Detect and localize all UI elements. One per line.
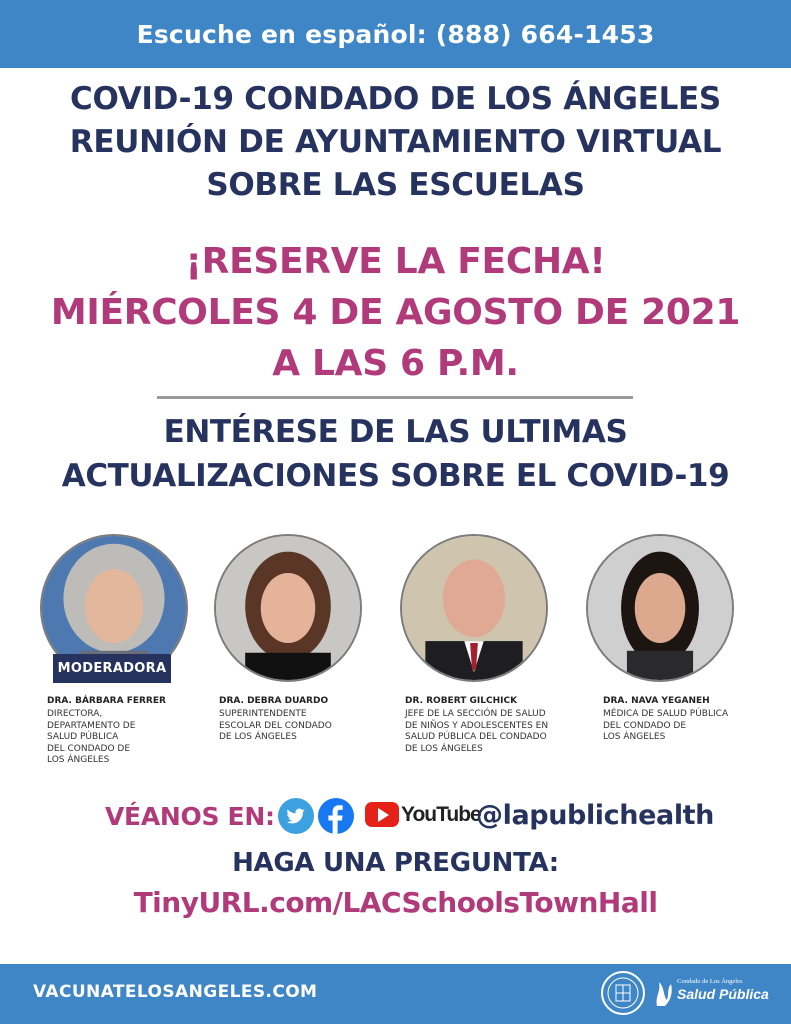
speaker-info-yeganeh xyxy=(603,696,773,744)
speaker-role-line: DE LOS ÁNGELES xyxy=(219,732,297,742)
speaker-role-line: LOS ÁNGELES xyxy=(47,755,110,765)
speaker-role-line: SUPERINTENDENTE xyxy=(219,709,307,719)
speaker-role-line: DE NIÑOS Y ADOLESCENTES EN xyxy=(405,720,549,731)
ask-question-label: HAGA UNA PREGUNTA: xyxy=(232,848,559,878)
speaker-role-line: DIRECTORA, xyxy=(47,709,103,719)
speaker-photo-duardo xyxy=(214,534,362,682)
logo-department-text: Salud Pública xyxy=(677,986,769,1002)
portrait-icon xyxy=(588,536,732,680)
question-url-link[interactable]: TinyURL.com/LACSchoolsTownHall xyxy=(133,886,658,919)
speaker-info-duardo xyxy=(219,696,389,744)
vaccine-website-link[interactable]: VACUNATELOSANGELES.COM xyxy=(33,982,318,1002)
title-line: SOBRE LAS ESCUELAS xyxy=(206,167,585,203)
speaker-name: DRA. BÁRBARA FERRER xyxy=(47,696,166,706)
public-health-logo xyxy=(653,976,773,1012)
youtube-icon xyxy=(365,802,399,827)
updates-line: ACTUALIZACIONES SOBRE EL COVID-19 xyxy=(61,458,730,494)
updates-heading xyxy=(0,410,791,498)
twitter-icon[interactable] xyxy=(278,798,314,834)
section-divider xyxy=(157,396,633,399)
bottom-banner xyxy=(0,964,791,1024)
speaker-role-line: DE LOS ÁNGELES xyxy=(405,743,483,754)
watch-us-label: VÉANOS EN: xyxy=(105,802,275,831)
top-phone-banner xyxy=(0,0,791,68)
moderator-badge: MODERADORA xyxy=(53,654,171,683)
facebook-icon[interactable] xyxy=(318,798,354,834)
speaker-role-line: DEL CONDADO DE xyxy=(47,743,131,754)
title-line: COVID-19 CONDADO DE LOS ÁNGELES xyxy=(70,81,721,117)
speaker-name: DRA. NAVA YEGANEH xyxy=(603,696,710,706)
speaker-role-line: DEL CONDADO DE xyxy=(603,720,687,731)
speaker-name: DR. ROBERT GILCHICK xyxy=(405,696,518,706)
speaker-photo-gilchick xyxy=(400,534,548,682)
speaker-role-line: LOS ÁNGELES xyxy=(603,732,666,742)
speaker-role-line: DEPARTAMENTO DE xyxy=(47,720,136,731)
youtube-wordmark: YouTube xyxy=(401,802,481,826)
speaker-name: DRA. DEBRA DUARDO xyxy=(219,696,329,706)
social-row xyxy=(0,796,791,840)
portrait-icon xyxy=(216,536,360,680)
phone-banner-text: Escuche en español: (888) 664-1453 xyxy=(136,19,655,49)
portrait-icon xyxy=(402,536,546,680)
speaker-role-line: SALUD PÚBLICA xyxy=(47,732,119,742)
speaker-role-line: MÉDICA DE SALUD PÚBLICA xyxy=(603,709,729,719)
updates-line: ENTÉRESE DE LAS ULTIMAS xyxy=(163,414,628,450)
county-seal-icon xyxy=(600,970,646,1016)
social-handle[interactable]: @lapublichealth xyxy=(476,800,715,831)
speaker-role-line: JEFE DE LA SECCIÓN DE SALUD xyxy=(405,709,546,719)
speaker-role-line: ESCOLAR DEL CONDADO xyxy=(219,720,332,731)
logo-county-text: Condado de Los Ángeles xyxy=(677,978,743,985)
event-date xyxy=(0,236,791,389)
speaker-info-ferrer xyxy=(47,696,207,767)
youtube-logo[interactable] xyxy=(365,802,481,827)
save-the-date-heading: ¡RESERVE LA FECHA! xyxy=(185,241,606,282)
event-title xyxy=(0,78,791,207)
speaker-photo-yeganeh xyxy=(586,534,734,682)
speaker-role-line: SALUD PÚBLICA DEL CONDADO xyxy=(405,732,547,742)
title-line: REUNIÓN DE AYUNTAMIENTO VIRTUAL xyxy=(69,124,722,160)
public-health-mark-icon xyxy=(653,978,675,1008)
time-line: A LAS 6 P.M. xyxy=(272,343,519,384)
speaker-info-gilchick xyxy=(405,696,585,755)
date-line: MIÉRCOLES 4 DE AGOSTO DE 2021 xyxy=(50,292,741,333)
